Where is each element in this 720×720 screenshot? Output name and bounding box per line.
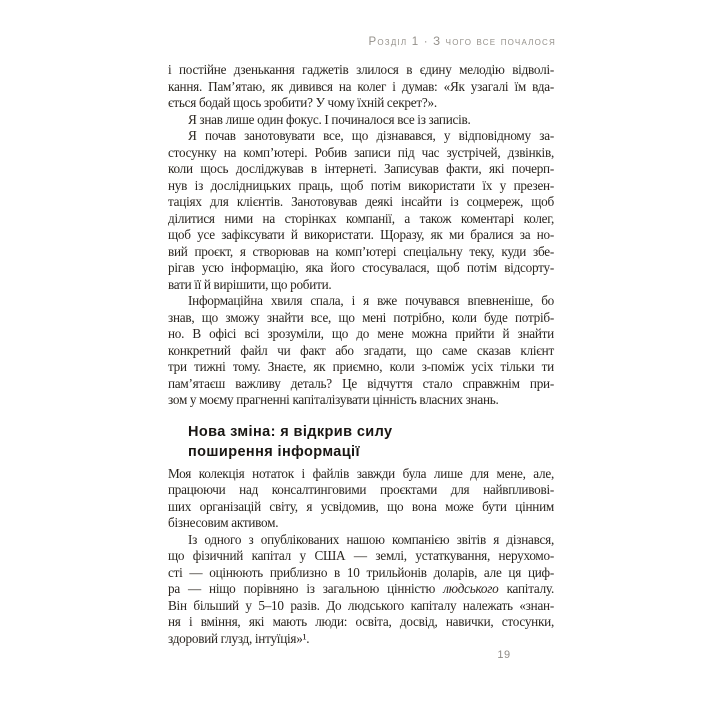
paragraph [168, 293, 554, 409]
text-line: сті — оцінюють приблизно в 10 трильйонів доларів, але ця циф- [168, 564, 554, 580]
section-heading-line: поширення інформації [188, 444, 360, 460]
text-line: вий проєкт, я створював на комп’ютері спеціальну теку, куди збе- [168, 243, 554, 259]
paragraph [168, 466, 554, 532]
text-line: коли щось досліджував в інтернеті. Записував факти, які почерп- [168, 161, 554, 176]
text-line: Із одного з опублікованих нашою компанією звітів я дізнався, [188, 531, 554, 547]
text-line: зом у моєму прагненні капіталізувати цінність власних знань. [168, 392, 499, 407]
text-line: Я знав лише один фокус. І починалося все із записів. [188, 111, 471, 127]
paragraph [168, 62, 554, 112]
text-line: щоб усе зафіксувати й використати. Щоразу, як ми бралися за но- [168, 227, 554, 242]
running-head: Розділ 1 · З чого все почалося [368, 36, 556, 48]
text-line: ня і вміння, які мають люди: освіта, досвід, навички, стосунки, [168, 614, 554, 629]
text-line: нув із дослідницьких праць, щоб потім використати їх у презен- [168, 177, 554, 193]
section-heading [188, 422, 554, 463]
text-line: Він більший у 5–10 разів. До людського капіталу належать «знан- [168, 597, 554, 613]
text-line: кання. Пам’ятаю, як дивився на колег і думав: «Як узагалі їм вда- [168, 78, 554, 94]
text-line: три тижні тому. Знаєте, як приємно, коли з-поміж усіх тільки ти [168, 359, 554, 374]
text-line: но. В офісі всі зрозуміли, що до мене можна прийти й знайти [168, 326, 554, 341]
text-line: що фізичний капітал у США — землі, устаткування, нерухомо- [168, 548, 554, 563]
section-heading-line: Нова зміна: я відкрив силу [188, 423, 393, 440]
text-line: Моя колекція нотаток і файлів завжди була лише для мене, але, [168, 465, 554, 481]
text-block [168, 62, 554, 647]
text-line: пам’ятаєш важливу деталь? Це відчуття стало справжнім при- [168, 375, 554, 391]
text-line: стосунку на комп’ютері. Робив записи під час зустрічей, дзвінків, [168, 144, 554, 160]
paragraph [168, 128, 554, 293]
text-line: знав, що зможу знайти все, що мені потрібно, коли буде потріб- [168, 309, 554, 325]
text-line: здоровий глузд, інтуїція»¹. [168, 630, 310, 646]
text-line: працюючи над консалтинговими проєктами для найвпливові- [168, 482, 554, 497]
page-number: 19 [497, 649, 511, 661]
text-line: ється бодай щось зробити? У чому їхній секрет?». [168, 95, 437, 110]
text-line: ділитися ними на сторінках компанії, а також коментарі колег, [168, 210, 554, 226]
text-line: і постійне дзенькання гаджетів злилося в єдину мелодію відволі- [168, 62, 554, 77]
text-line: ших організацій світу, я усвідомив, що вона може бути цінним [168, 498, 554, 514]
paragraph [168, 112, 554, 129]
text-line: Я почав занотовувати все, що дізнавався, у відповідному за- [188, 128, 554, 143]
text-line: бізнесовим активом. [168, 515, 279, 530]
text-line: Інформаційна хвиля спала, і я вже почувався впевненіше, бо [188, 293, 554, 308]
text-line: рігав усю інформацію, яка його стосувалася, щоб потім відсорту- [168, 260, 554, 275]
text-line: ра — ніщо порівняно із загальною цінністю людського капіталу. [168, 581, 554, 596]
text-line: конкретний файл чи факт або згадати, що саме сказав клієнт [168, 342, 554, 358]
paragraph [168, 532, 554, 648]
text-line: таціях для клієнтів. Занотовував деякі інсайти із соцмереж, щоб [168, 194, 554, 209]
text-line: вати її й вирішити, що робити. [168, 276, 332, 292]
